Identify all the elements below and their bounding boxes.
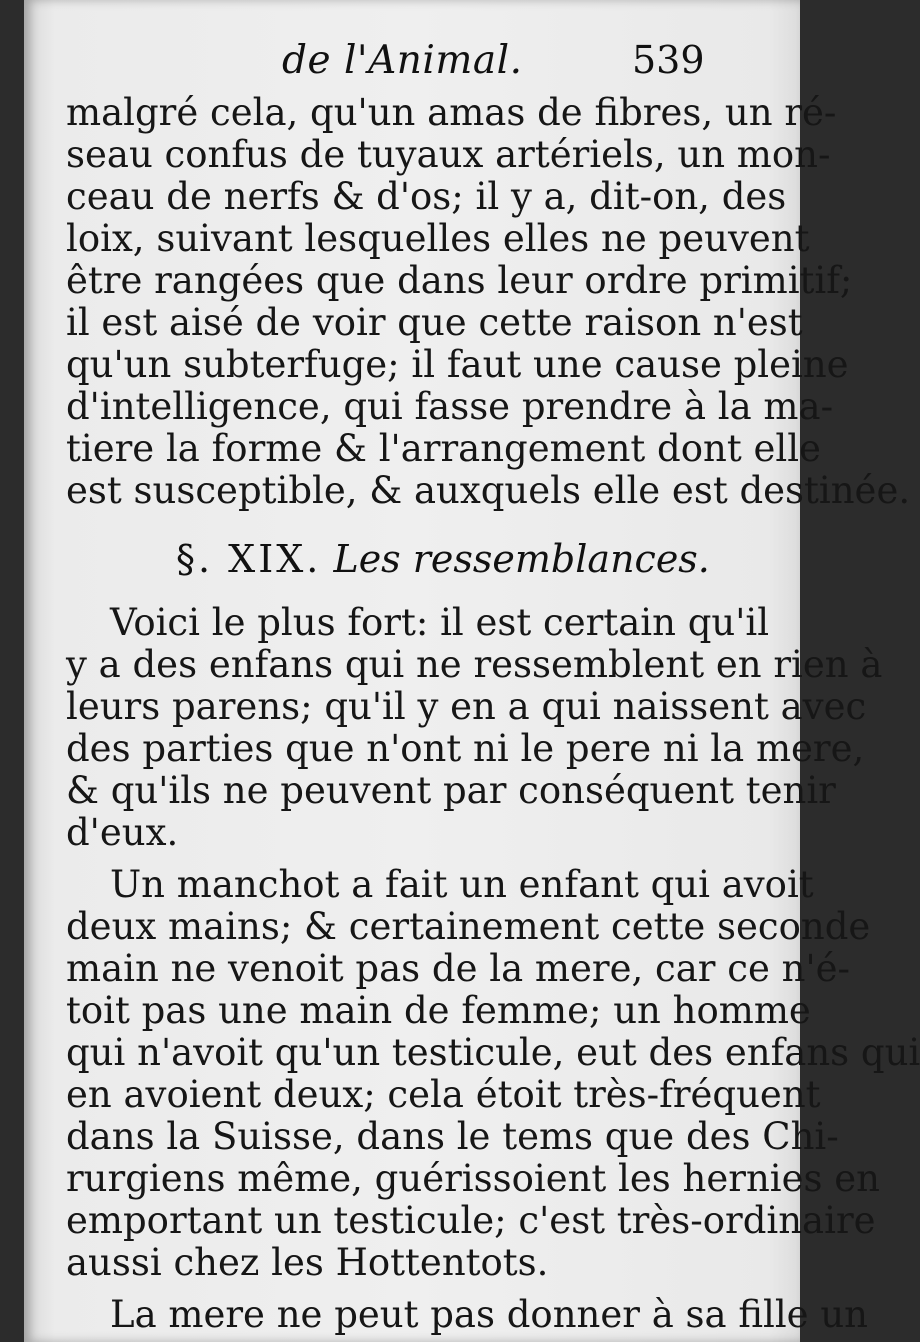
text-line: La mere ne peut pas donner à sa fille un [110, 1293, 868, 1336]
section-number: §. XIX. [176, 537, 322, 581]
paragraph [66, 601, 883, 854]
text-line: qu'un subterfuge; il faut une cause pleine [66, 343, 849, 386]
text-line: y a des enfans qui ne ressemblent en rien à [66, 643, 883, 686]
text-line: dans la Suisse, dans le tems que des Chi- [66, 1115, 839, 1158]
text-line: est susceptible, & auxquels elle est destinée. [66, 469, 911, 512]
paragraph [66, 1293, 868, 1336]
text-line: ceau de nerfs & d'os; il y a, dit-on, des [66, 175, 787, 218]
text-line: rurgiens même, guérissoient les hernies en [66, 1157, 880, 1200]
text-line: & qu'ils ne peuvent par conséquent tenir [66, 769, 836, 812]
text-line: il est aisé de voir que cette raison n'est [66, 301, 803, 344]
section-title: Les ressemblances. [333, 537, 710, 581]
text-line: loix, suivant lesquelles elles ne peuvent [66, 217, 810, 260]
text-line: qui n'avoit qu'un testicule, eut des enfans qui [66, 1031, 920, 1074]
running-head [24, 38, 800, 98]
text-line: Un manchot a fait un enfant qui avoit [110, 863, 814, 906]
text-line: malgré cela, qu'un amas de fibres, un ré- [66, 91, 837, 134]
text-line: emportant un testicule; c'est très-ordinaire [66, 1199, 876, 1242]
text-line: d'intelligence, qui fasse prendre à la ma- [66, 385, 834, 428]
body-text [66, 91, 920, 1336]
text-line: des parties que n'ont ni le pere ni la mere, [66, 727, 865, 770]
paragraph-continued [66, 91, 911, 512]
running-head-title: de l'Animal. [282, 38, 523, 83]
page-number: 539 [632, 38, 705, 82]
text-line: Voici le plus fort: il est certain qu'il [110, 601, 770, 644]
paragraph [66, 863, 920, 1284]
text-line: seau confus de tuyaux artériels, un mon- [66, 133, 831, 176]
text-line: être rangées que dans leur ordre primitif; [66, 259, 853, 302]
section-heading [66, 524, 710, 594]
text-line: main ne venoit pas de la mere, car ce n'é- [66, 947, 851, 990]
text-line: deux mains; & certainement cette seconde [66, 905, 871, 948]
text-line: en avoient deux; cela étoit très-fréquent [66, 1073, 821, 1116]
book-page [24, 0, 920, 1342]
text-line: tiere la forme & l'arrangement dont elle [66, 427, 821, 470]
text-line: leurs parens; qu'il y en a qui naissent avec [66, 685, 867, 728]
text-line: aussi chez les Hottentots. [66, 1241, 549, 1284]
text-line: toit pas une main de femme; un homme [66, 989, 811, 1032]
text-line: d'eux. [66, 811, 179, 854]
